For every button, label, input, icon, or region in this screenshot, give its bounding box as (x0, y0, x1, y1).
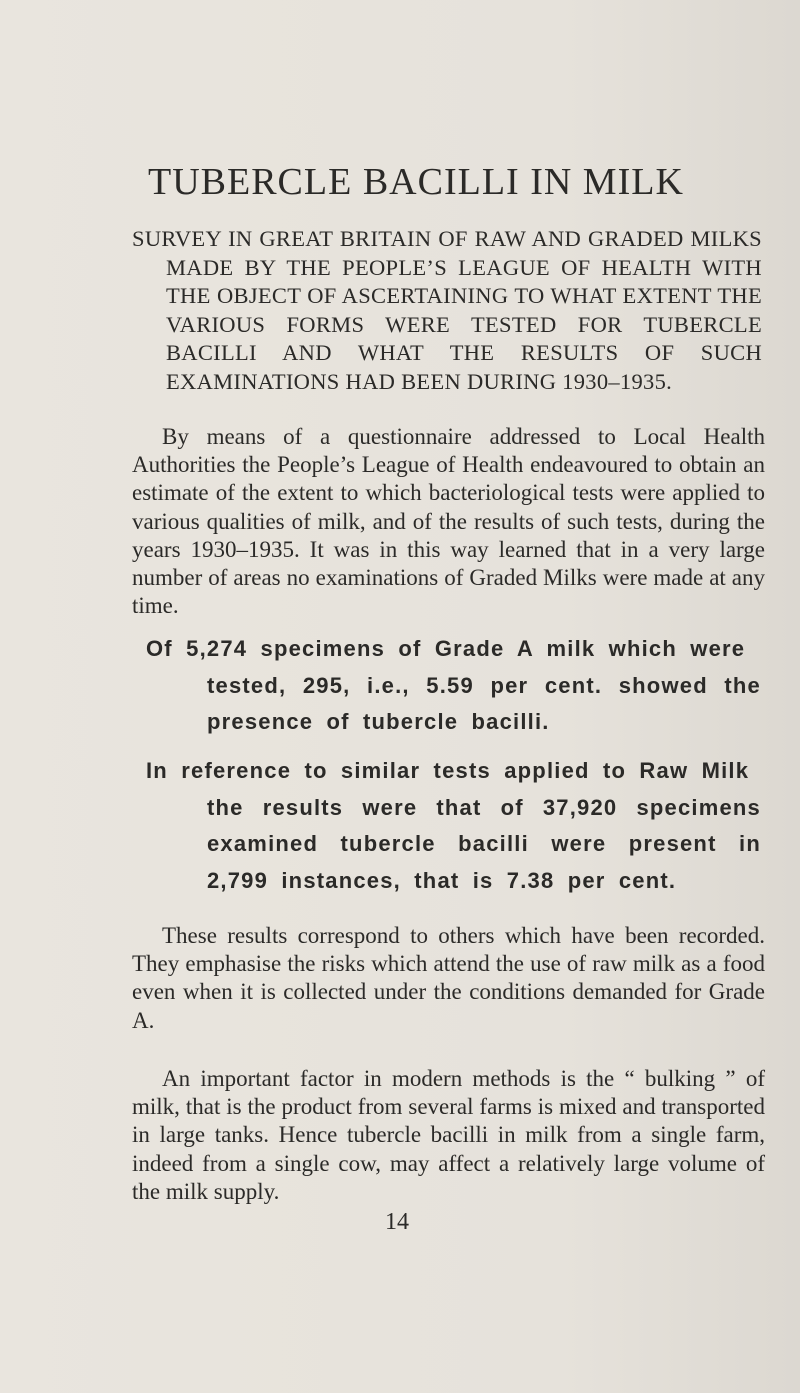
raw-milk-remaining: the results were that of 37,920 specimens examined tubercle bacilli were present in 2,799 instances, that is 7.38 per cent. (207, 794, 761, 893)
paragraph-raw-milk-results (146, 753, 761, 899)
paragraph-bulking: An important factor in modern methods is the “ bulking ” of milk, that is the product from several farms is mixed and transported in large tanks. Hence tubercle bacilli in milk from a single farm, indeed from a single cow, may affect a relatively large volume of the milk supply. (132, 1066, 765, 1204)
paragraph-questionnaire: By means of a questionnaire addressed to Local Health Authorities the People’s League of Health endeavoured to obtain an estimate of the extent to which bacteriological tests were applied to various qualities of milk, and of the results of such tests, during the years 1930–1935. It was in this way learned that in a very large number of areas no examinations of Graded Milks were made at any time. (132, 424, 765, 619)
grade-a-first-line: Of 5,274 specimens of Grade A milk which were (146, 636, 746, 661)
page-subtitle (132, 225, 762, 396)
page-title: TUBERCLE BACILLI IN MILK (148, 161, 684, 203)
grade-a-remaining: tested, 295, i.e., 5.59 per cent. showed the presence of tubercle bacilli. (207, 672, 761, 734)
raw-milk-first-line: In reference to similar tests applied to Raw Milk (146, 758, 750, 783)
page-number: 14 (385, 1209, 409, 1235)
subtitle-text: SURVEY IN GREAT BRITAIN OF RAW AND GRADED MILKS MADE BY THE PEOPLE’S LEAGUE OF HEALTH WITH THE OBJECT OF ASCERTAINING TO WHAT EXTENT THE VARIOUS FORMS WERE TESTED FOR TUBERCLE BACILLI AND WHAT THE RESULTS OF SUCH EXAMINATIONS HAD BEEN DURING 1930–1935. (132, 226, 762, 394)
paragraph-grade-a-results (146, 631, 761, 741)
paragraph-risks: These results correspond to others which have been recorded. They emphasise the risks which attend the use of raw milk as a food even when it is collected under the conditions demanded for Grade A. (132, 923, 765, 1033)
